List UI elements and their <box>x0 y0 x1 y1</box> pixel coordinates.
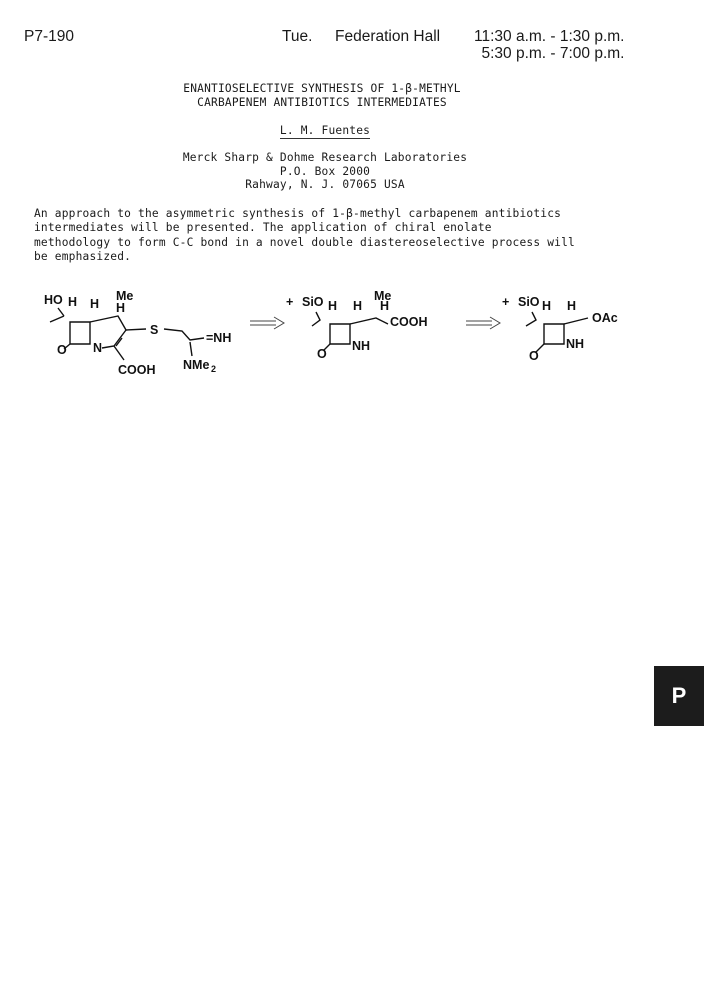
author <box>0 124 650 137</box>
bond-beta-lactam-2 <box>330 324 350 344</box>
bond-beta-lactam-3 <box>544 324 564 344</box>
reaction-arrow-1 <box>250 317 284 329</box>
title-line-1: ENANTIOSELECTIVE SYNTHESIS OF 1-β-METHYL <box>183 82 461 95</box>
label-tbs-icon: + <box>286 295 294 309</box>
abstract-line-1: An approach to the asymmetric synthesis of 1-β-methyl carbapenem antibiotics <box>34 207 562 220</box>
label-h-5: H <box>353 299 363 313</box>
paper-title <box>0 82 644 110</box>
session-location: Federation Hall <box>335 28 441 45</box>
reaction-arrow-2 <box>466 317 500 329</box>
bond-silyl-ether-2 <box>526 312 536 326</box>
label-nh: =NH <box>206 331 232 345</box>
label-o-2: O <box>317 347 327 361</box>
abstract-line-4: be emphasized. <box>34 250 132 264</box>
abstract <box>34 207 634 265</box>
session-times <box>474 28 624 62</box>
session-code: P7-190 <box>24 28 74 45</box>
session-time-2: 5:30 p.m. - 7:00 p.m. <box>481 45 625 62</box>
label-subscript: 2 <box>211 364 217 374</box>
bond-side-chain <box>126 329 204 356</box>
label-h-2: H <box>90 297 100 311</box>
bond-carboxyl <box>114 346 124 360</box>
label-tbs-icon-2: + <box>502 295 510 309</box>
label-h-3: H <box>116 301 126 315</box>
bond-beta-lactam <box>70 322 90 344</box>
label-nme: NMe <box>183 358 210 372</box>
label-oac: OAc <box>592 311 618 325</box>
label-h-4: H <box>328 299 338 313</box>
section-tab-p: P <box>654 666 704 726</box>
label-n: N <box>93 341 103 355</box>
bond-hydroxyethyl <box>50 308 64 322</box>
label-o-3: O <box>529 349 539 363</box>
label-cooh: COOH <box>118 363 156 377</box>
label-h-6: H <box>380 299 390 313</box>
label-o: O <box>57 343 67 357</box>
author-name: L. M. Fuentes <box>279 124 371 137</box>
affiliation <box>0 151 650 192</box>
label-h-8: H <box>567 299 577 313</box>
label-me-2: Me <box>374 289 392 303</box>
reaction-scheme <box>40 282 640 382</box>
affiliation-line-3: Rahway, N. J. 07065 USA <box>245 178 405 191</box>
label-sio-2: SiO <box>518 295 540 309</box>
label-s: S <box>150 323 159 337</box>
compound-carbapenem <box>44 289 231 377</box>
abstract-line-2: intermediates will be presented. The application of chiral enolate <box>34 221 492 235</box>
session-day: Tue. <box>282 28 313 45</box>
label-nh-2: NH <box>352 339 371 353</box>
label-cooh-2: COOH <box>390 315 428 329</box>
affiliation-line-1: Merck Sharp & Dohme Research Laboratories <box>182 151 468 164</box>
compound-acetoxy-azetidinone <box>502 295 618 363</box>
label-h-1: H <box>68 295 78 309</box>
label-sio-1: SiO <box>302 295 324 309</box>
bond-silyl-ether <box>312 312 320 326</box>
label-me: Me <box>116 289 134 303</box>
label-ho: HO <box>44 293 63 307</box>
compound-azetidinone-acid <box>286 289 428 361</box>
abstract-line-3: methodology to form C-C bond in a novel double diastereoselective process will <box>34 235 575 249</box>
session-time-1: 11:30 a.m. - 1:30 p.m. <box>474 28 625 45</box>
affiliation-line-2: P.O. Box 2000 <box>279 164 371 178</box>
label-nh-3: NH <box>566 337 585 351</box>
title-line-2: CARBAPENEM ANTIBIOTICS INTERMEDIATES <box>197 96 447 109</box>
label-h-7: H <box>542 299 552 313</box>
